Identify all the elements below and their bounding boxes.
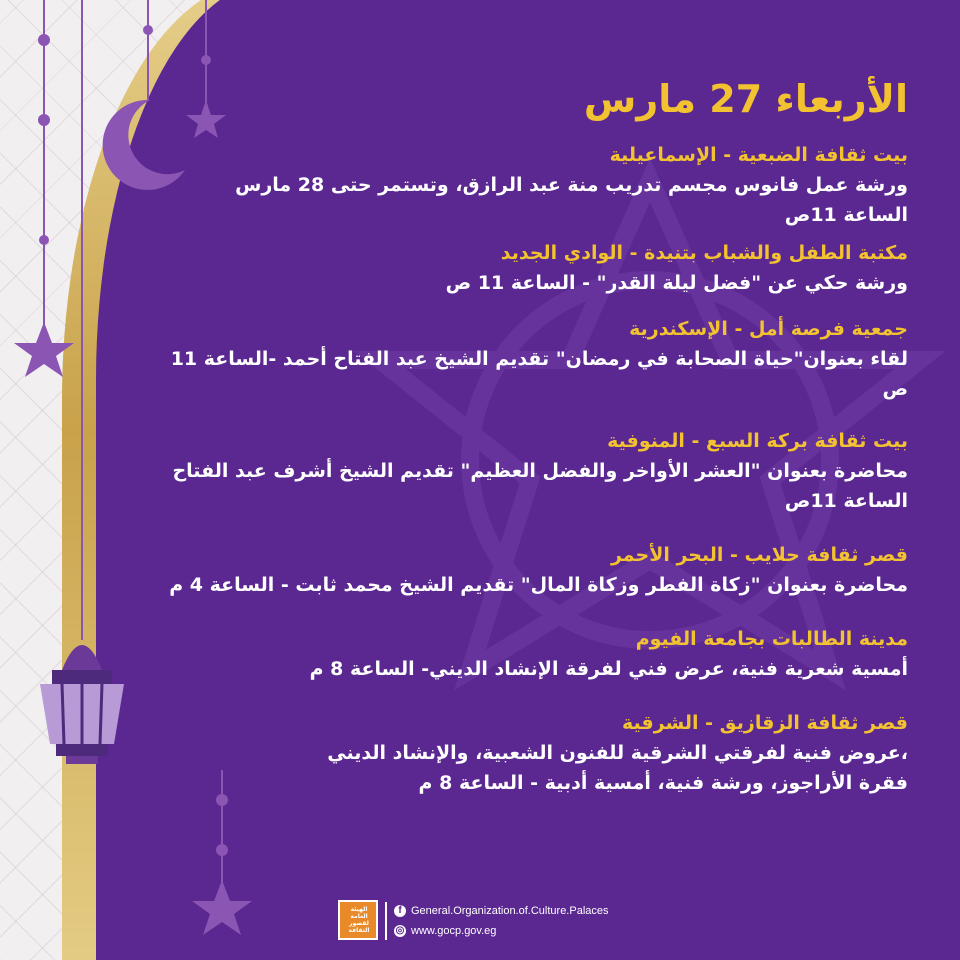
events-container — [148, 140, 908, 798]
event-description: أمسية شعرية فنية، عرض فني لفرقة الإنشاد الديني- الساعة 8 م — [309, 658, 908, 680]
event-venue: بيت ثقافة بركة السبع - المنوفية — [607, 430, 908, 452]
event-description: محاضرة بعنوان "العشر الأواخر والفضل العظيم" تقديم الشيخ أشرف عبد الفتاح — [172, 460, 908, 482]
event-venue: مكتبة الطفل والشباب بتنيدة - الوادي الجديد — [500, 242, 908, 264]
event-description: فقرة الأراجوز، ورشة فنية، أمسية أدبية - الساعة 8 م — [418, 772, 908, 794]
event-item — [148, 314, 908, 404]
event-item — [148, 708, 908, 798]
event-description: محاضرة بعنوان "زكاة الفطر وزكاة المال" تقديم الشيخ محمد ثابت - الساعة 4 م — [169, 574, 908, 596]
event-venue: مدينة الطالبات بجامعة الفيوم — [635, 628, 908, 650]
event-item — [148, 540, 908, 600]
event-item — [148, 140, 908, 230]
facebook-icon: f — [394, 905, 406, 917]
gocp-logo — [338, 900, 378, 940]
event-list — [148, 72, 908, 798]
facebook-link[interactable] — [394, 904, 609, 918]
lantern-icon — [40, 645, 124, 764]
website-text: www.gocp.gov.eg — [411, 925, 497, 938]
event-description: ورشة عمل فانوس مجسم تدريب منة عبد الرازق، وتستمر حتى 28 مارس — [235, 174, 908, 196]
event-description: ،عروض فنية لفرقتي الشرقية للفنون الشعبية، والإنشاد الديني — [327, 742, 908, 764]
star-icon — [14, 322, 74, 377]
footer — [338, 900, 658, 946]
facebook-text: General.Organization.of.Culture.Palaces — [411, 905, 609, 918]
event-description: الساعة 11ص — [784, 204, 908, 226]
event-venue: قصر ثقافة حلايب - البحر الأحمر — [610, 544, 908, 566]
event-venue: جمعية فرصة أمل - الإسكندرية — [629, 318, 908, 340]
star-icon — [192, 880, 252, 935]
event-description: لقاء بعنوان"حياة الصحابة في رمضان" تقديم الشيخ عبد الفتاح أحمد -الساعة 11 ص — [170, 348, 908, 400]
event-item — [148, 426, 908, 516]
event-item — [148, 624, 908, 684]
footer-divider — [385, 902, 387, 940]
logo-text: الهيئة العامة لقصور الثقافة — [348, 906, 370, 934]
event-item — [148, 238, 908, 298]
event-venue: بيت ثقافة الضبعية - الإسماعيلية — [609, 144, 908, 166]
website-link[interactable] — [394, 924, 496, 938]
globe-icon: ◎ — [395, 925, 405, 937]
event-description: الساعة 11ص — [784, 490, 908, 512]
page-title: الأربعاء 27 مارس — [583, 77, 908, 121]
event-description: ورشة حكي عن "فضل ليلة القدر" - الساعة 11 ص — [445, 272, 908, 294]
event-venue: قصر ثقافة الزقازيق - الشرقية — [622, 712, 908, 734]
